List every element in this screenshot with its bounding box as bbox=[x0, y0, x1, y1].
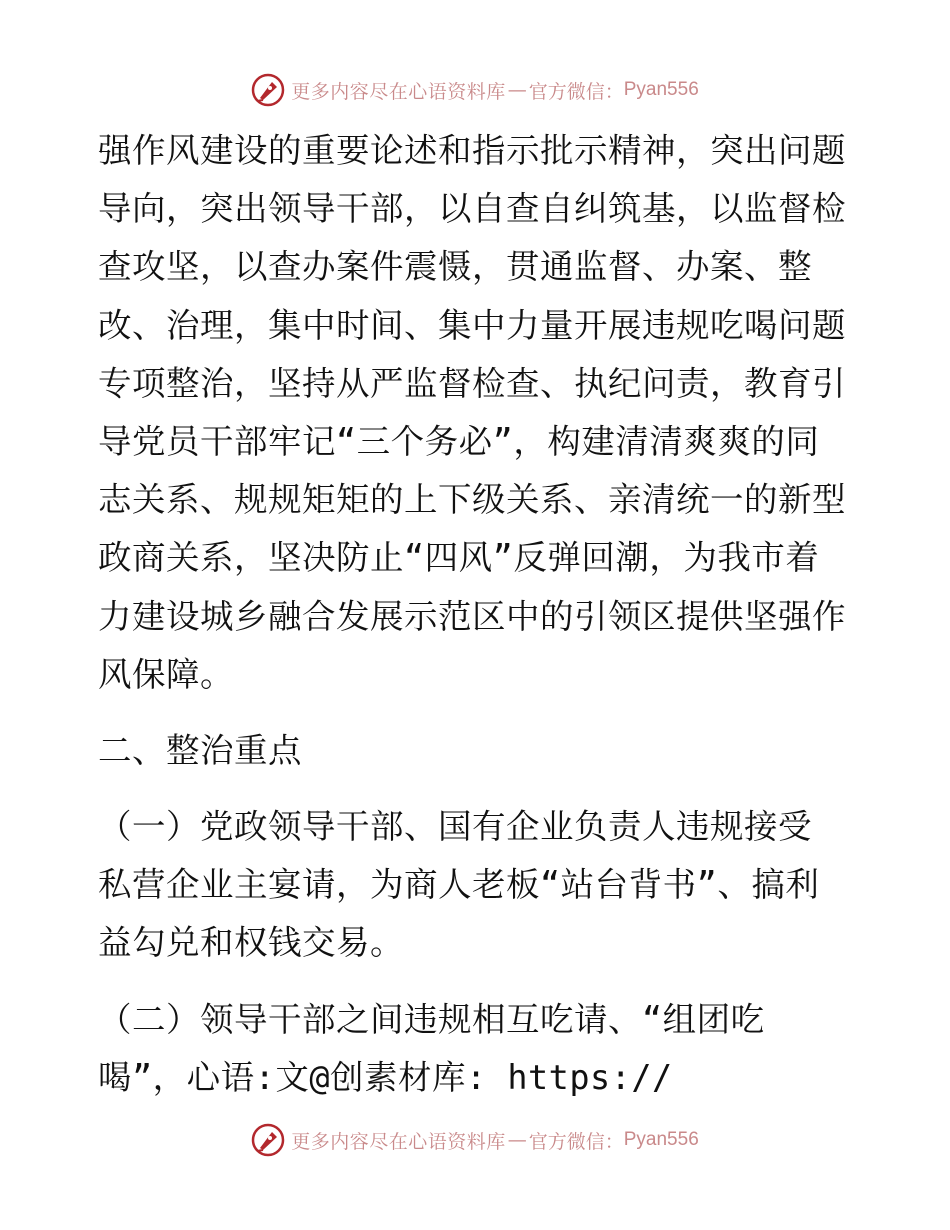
document-body bbox=[98, 122, 858, 1107]
text-line: 私营企业主宴请，为商人老板“站台背书”、搞利 bbox=[98, 865, 820, 905]
text-line: （一）党政领导干部、国有企业负责人违规接受 bbox=[98, 807, 812, 847]
pen-nib-logo-icon bbox=[251, 73, 285, 107]
text-line: 改、治理，集中时间、集中力量开展违规吃喝问题 bbox=[98, 305, 846, 345]
text-line: 风保障。 bbox=[98, 654, 234, 694]
text-line: 强作风建设的重要论述和指示批示精神，突出问题 bbox=[98, 131, 846, 170]
banner-wechat-id: Pyan556 bbox=[623, 79, 699, 100]
banner-text: 更多内容尽在心语资料库 bbox=[291, 1130, 506, 1153]
banner-text: 更多内容尽在心语资料库 bbox=[291, 80, 506, 103]
text-line: 导党员干部牢记“三个务必”，构建清清爽爽的同 bbox=[98, 421, 820, 461]
paragraph-intro bbox=[98, 122, 858, 704]
banner-wechat-id: Pyan556 bbox=[623, 1129, 699, 1150]
text-line: 益勾兑和权钱交易。 bbox=[98, 923, 404, 963]
text-line: （二）领导干部之间违规相互吃请、“组团吃 bbox=[98, 999, 765, 1039]
pen-nib-logo-icon bbox=[251, 1123, 285, 1157]
text-line: 政商关系，坚决防止“四风”反弹回潮，为我市着 bbox=[98, 538, 820, 578]
list-item-1 bbox=[98, 798, 858, 973]
list-item-2 bbox=[98, 991, 858, 1107]
text-line: 专项整治，坚持从严监督检查、执纪问责，教育引 bbox=[98, 363, 846, 403]
banner-separator: — bbox=[507, 1129, 527, 1151]
section-heading bbox=[98, 722, 858, 780]
banner-wechat-label: 官方微信： bbox=[528, 80, 624, 103]
banner-wechat-label: 官方微信： bbox=[528, 1130, 624, 1153]
header-banner bbox=[0, 70, 950, 110]
footer-banner bbox=[0, 1120, 950, 1160]
text-line: 喝”，心语:文@创素材库: https:// bbox=[98, 1057, 673, 1097]
banner-separator: — bbox=[507, 79, 527, 101]
text-line: 查攻坚，以查办案件震慑，贯通监督、办案、整 bbox=[98, 247, 812, 287]
heading-text: 二、整治重点 bbox=[98, 730, 302, 770]
text-line: 力建设城乡融合发展示范区中的引领区提供坚强作 bbox=[98, 596, 846, 636]
text-line: 志关系、规规矩矩的上下级关系、亲清统一的新型 bbox=[98, 480, 846, 520]
text-line: 导向，突出领导干部，以自查自纠筑基，以监督检 bbox=[98, 189, 846, 229]
